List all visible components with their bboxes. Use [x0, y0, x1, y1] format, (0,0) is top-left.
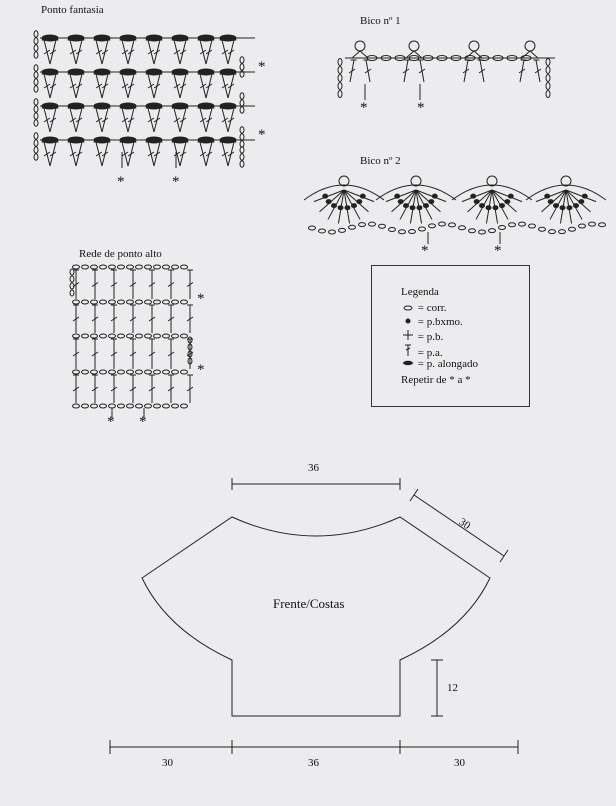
- repeat-mark: *: [197, 291, 205, 307]
- chain-stitch: [91, 300, 98, 304]
- legend-item: = p.a.: [401, 344, 443, 357]
- chain-stitch: [419, 227, 426, 231]
- chain-stitch: [136, 300, 143, 304]
- chain-stitch: [145, 404, 152, 408]
- chain-stitch: [329, 230, 336, 234]
- chain-stitch: [338, 206, 343, 210]
- chain-stitch: [360, 194, 365, 198]
- front-back-schematic: [110, 478, 518, 754]
- chain-stitch: [82, 404, 89, 408]
- chain-stitch: [345, 206, 350, 210]
- chain-stitch: [91, 404, 98, 408]
- chain-stitch: [172, 370, 179, 374]
- neck-width-dim: 36: [308, 462, 319, 474]
- chain-stitch: [546, 67, 550, 74]
- repeat-mark: *: [360, 100, 368, 116]
- chain-stitch: [34, 99, 38, 105]
- chain-stitch: [240, 134, 244, 140]
- picot: [355, 41, 365, 51]
- chain-stitch: [145, 370, 152, 374]
- chain-stitch: [109, 300, 116, 304]
- chain-stitch: [389, 227, 396, 231]
- chain-stitch: [505, 200, 510, 204]
- chain-stitch: [73, 370, 80, 374]
- bico-2-chart: [304, 176, 606, 244]
- repeat-mark: *: [117, 174, 125, 190]
- chain-stitch: [459, 226, 466, 230]
- chain-stitch: [469, 229, 476, 233]
- bottom-mid-dim: 36: [308, 757, 319, 769]
- chain-stitch: [508, 194, 513, 198]
- chain-stitch: [546, 91, 550, 98]
- chain-stitch: [73, 404, 80, 408]
- chain-stitch: [172, 300, 179, 304]
- chain-stitch: [73, 265, 80, 269]
- chain-stitch: [599, 223, 606, 227]
- chain-stitch: [34, 79, 38, 85]
- chain-stitch: [546, 75, 550, 82]
- chain-stitch: [480, 204, 485, 208]
- repeat-mark: *: [494, 243, 502, 259]
- legend-item: = corr.: [401, 302, 447, 315]
- picot: [409, 41, 419, 51]
- chain-stitch: [326, 200, 331, 204]
- chain-stitch: [240, 141, 244, 147]
- chain-stitch: [398, 200, 403, 204]
- chain-stitch: [240, 57, 244, 63]
- chain-stitch: [145, 300, 152, 304]
- chain-stitch: [439, 222, 446, 226]
- chain-stitch: [34, 147, 38, 153]
- bico-2-title: Bico nº 2: [360, 155, 401, 167]
- chain-stitch: [118, 334, 125, 338]
- chain-stitch: [352, 204, 357, 208]
- chain-stitch: [154, 370, 161, 374]
- chain-stitch: [154, 265, 161, 269]
- chain-stitch: [589, 222, 596, 226]
- chain-stitch: [154, 334, 161, 338]
- chain-stitch: [493, 206, 498, 210]
- chain-stitch: [545, 194, 550, 198]
- chain-stitch: [574, 204, 579, 208]
- chain-stitch: [34, 120, 38, 126]
- chain-stitch: [91, 334, 98, 338]
- legend-item: = p. alongado: [401, 358, 478, 371]
- chain-stitch: [548, 200, 553, 204]
- legend-item: = p.bxmo.: [401, 316, 463, 329]
- chain-stitch: [82, 334, 89, 338]
- chain-stitch: [359, 223, 366, 227]
- chain-stitch: [163, 300, 170, 304]
- chain-stitch: [323, 194, 328, 198]
- picot: [469, 41, 479, 51]
- chain-stitch: [449, 223, 456, 227]
- chain-stitch: [82, 265, 89, 269]
- dot-icon: [401, 316, 415, 329]
- chain-stitch: [109, 334, 116, 338]
- chain-stitch: [500, 204, 505, 208]
- chain-stitch: [559, 230, 566, 234]
- repeat-mark: *: [107, 414, 115, 430]
- chain-stitch: [118, 265, 125, 269]
- chain-stitch: [309, 226, 316, 230]
- chain-stitch: [181, 334, 188, 338]
- chain-stitch: [136, 370, 143, 374]
- chain-stitch: [34, 140, 38, 146]
- chain-stitch: [136, 265, 143, 269]
- chain-stitch: [163, 334, 170, 338]
- repeat-mark: *: [258, 59, 266, 75]
- chain-stitch: [154, 300, 161, 304]
- repeat-mark: *: [139, 414, 147, 430]
- chain-stitch: [582, 194, 587, 198]
- chain-stitch: [172, 404, 179, 408]
- chain-stitch: [181, 370, 188, 374]
- chain-stitch: [546, 59, 550, 66]
- chain-stitch: [554, 204, 559, 208]
- chain-stitch: [429, 224, 436, 228]
- rede-chart: [70, 265, 193, 418]
- chain-stitch: [432, 194, 437, 198]
- chain-stitch: [519, 222, 526, 226]
- bico-1-chart: [338, 41, 555, 100]
- chain-stitch: [127, 370, 134, 374]
- chain-stitch: [34, 38, 38, 44]
- chain-stitch: [349, 225, 356, 229]
- chain-stitch: [181, 265, 188, 269]
- chain-stitch: [100, 265, 107, 269]
- legend-item: = p.b.: [401, 330, 443, 343]
- chain-stitch: [567, 206, 572, 210]
- chain-stitch: [127, 404, 134, 408]
- chain-stitch: [409, 230, 416, 234]
- chain-stitch: [240, 107, 244, 113]
- repeat-mark: *: [172, 174, 180, 190]
- chain-stitch: [338, 67, 342, 74]
- garment-outline: [142, 517, 490, 716]
- plus-icon: [401, 330, 415, 344]
- chain-stitch: [379, 224, 386, 228]
- chain-stitch: [118, 370, 125, 374]
- side-height-dim: 12: [447, 682, 458, 694]
- chain-stitch: [163, 404, 170, 408]
- chain-stitch: [70, 290, 74, 296]
- chain-stitch: [338, 59, 342, 66]
- chain-stitch: [579, 200, 584, 204]
- chain-stitch: [474, 200, 479, 204]
- bottom-right-dim: 30: [454, 757, 465, 769]
- chain-stitch: [82, 300, 89, 304]
- chain-oval-icon: [401, 302, 415, 315]
- chain-stitch: [539, 227, 546, 231]
- repeat-mark: *: [258, 127, 266, 143]
- chain-stitch: [357, 200, 362, 204]
- chain-stitch: [471, 194, 476, 198]
- chain-stitch: [489, 229, 496, 233]
- chain-stitch: [339, 228, 346, 232]
- chain-stitch: [163, 370, 170, 374]
- legend-box: [371, 265, 530, 407]
- chain-stitch: [424, 204, 429, 208]
- elongated-stitch-icon: [401, 358, 415, 371]
- chain-stitch: [240, 64, 244, 70]
- rede-title: Rede de ponto alto: [79, 248, 162, 260]
- ponto-fantasia-chart: [34, 31, 255, 168]
- legend-repeat-note: Repetir de * a *: [401, 374, 471, 386]
- chain-stitch: [34, 133, 38, 139]
- shoulder-dim: 30: [456, 515, 473, 533]
- chain-stitch: [145, 265, 152, 269]
- chain-stitch: [127, 334, 134, 338]
- chain-stitch: [163, 265, 170, 269]
- chain-stitch: [319, 229, 326, 233]
- picot: [525, 41, 535, 51]
- chain-stitch: [34, 65, 38, 71]
- chain-stitch: [240, 154, 244, 160]
- chain-stitch: [172, 334, 179, 338]
- chain-stitch: [82, 370, 89, 374]
- bottom-left-dim: 30: [162, 757, 173, 769]
- chain-stitch: [410, 206, 415, 210]
- chain-stitch: [332, 204, 337, 208]
- chain-stitch: [118, 404, 125, 408]
- chain-stitch: [240, 100, 244, 106]
- chain-stitch: [429, 200, 434, 204]
- chain-stitch: [136, 334, 143, 338]
- chain-stitch: [240, 127, 244, 133]
- chain-stitch: [100, 370, 107, 374]
- chain-stitch: [479, 230, 486, 234]
- chain-stitch: [109, 370, 116, 374]
- chain-stitch: [395, 194, 400, 198]
- chain-stitch: [338, 83, 342, 90]
- chain-stitch: [34, 72, 38, 78]
- chain-stitch: [546, 83, 550, 90]
- chain-stitch: [73, 334, 80, 338]
- chain-stitch: [136, 404, 143, 408]
- ponto-fantasia-title: Ponto fantasia: [41, 4, 104, 16]
- repeat-mark: *: [197, 362, 205, 378]
- chain-stitch: [70, 269, 74, 275]
- repeat-mark: *: [417, 100, 425, 116]
- chain-stitch: [417, 206, 422, 210]
- chain-stitch: [127, 300, 134, 304]
- chain-stitch: [73, 300, 80, 304]
- chain-stitch: [100, 300, 107, 304]
- chain-stitch: [338, 75, 342, 82]
- chain-stitch: [486, 206, 491, 210]
- chain-stitch: [499, 225, 506, 229]
- chain-stitch: [154, 404, 161, 408]
- chain-stitch: [181, 300, 188, 304]
- chain-stitch: [240, 147, 244, 153]
- chain-stitch: [549, 230, 556, 234]
- chain-stitch: [100, 404, 107, 408]
- chain-stitch: [181, 404, 188, 408]
- chain-stitch: [369, 222, 376, 226]
- chain-stitch: [569, 227, 576, 231]
- chain-stitch: [560, 206, 565, 210]
- schematic-label: Frente/Costas: [273, 596, 345, 611]
- chain-stitch: [34, 31, 38, 37]
- chain-stitch: [118, 300, 125, 304]
- chain-stitch: [338, 91, 342, 98]
- repeat-mark: *: [421, 243, 429, 259]
- chain-stitch: [529, 224, 536, 228]
- chain-stitch: [127, 265, 134, 269]
- chain-stitch: [34, 86, 38, 92]
- chain-stitch: [70, 276, 74, 282]
- chain-stitch: [91, 370, 98, 374]
- chain-stitch: [109, 404, 116, 408]
- chain-stitch: [145, 334, 152, 338]
- chain-stitch: [509, 223, 516, 227]
- chain-stitch: [404, 204, 409, 208]
- bico-1-title: Bico nº 1: [360, 15, 401, 27]
- chain-stitch: [399, 230, 406, 234]
- chain-stitch: [91, 265, 98, 269]
- chain-stitch: [240, 93, 244, 99]
- chain-stitch: [34, 45, 38, 51]
- chain-stitch: [34, 113, 38, 119]
- chain-stitch: [34, 106, 38, 112]
- chain-stitch: [579, 224, 586, 228]
- chain-stitch: [240, 161, 244, 167]
- chain-stitch: [34, 52, 38, 58]
- chain-stitch: [109, 265, 116, 269]
- chain-stitch: [34, 154, 38, 160]
- chain-stitch: [100, 334, 107, 338]
- legend-title: Legenda: [401, 286, 439, 298]
- chain-stitch: [172, 265, 179, 269]
